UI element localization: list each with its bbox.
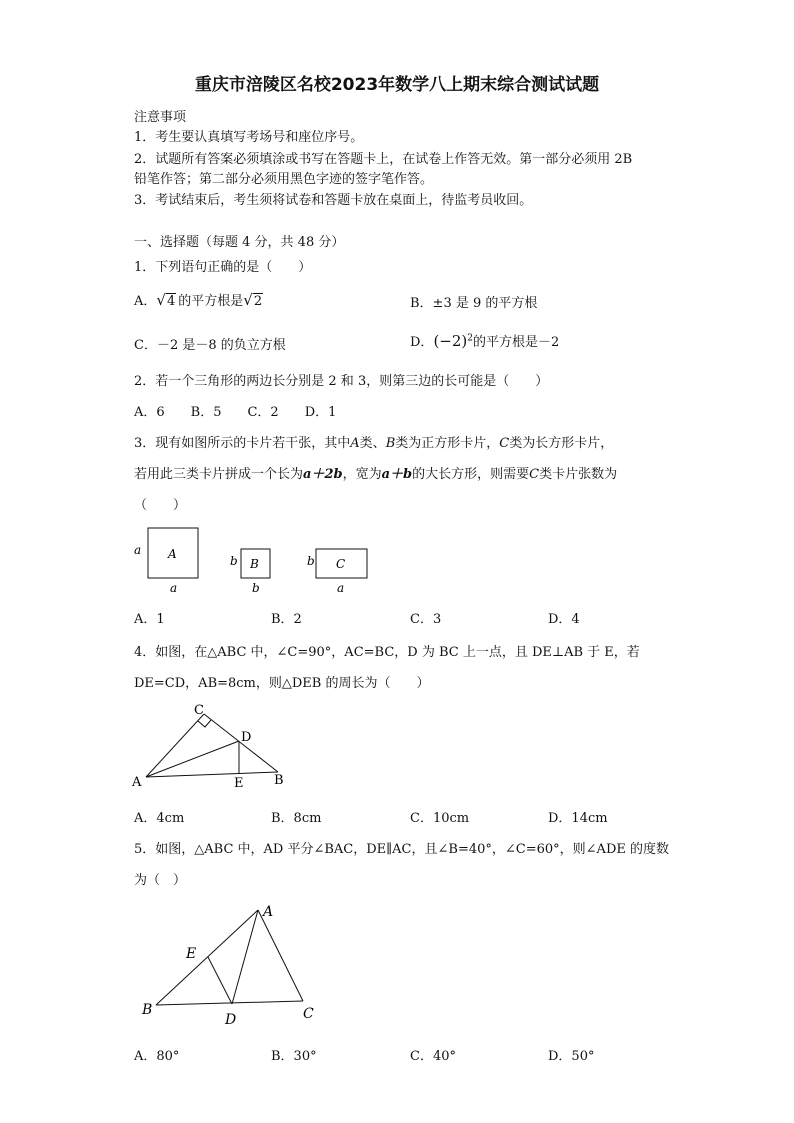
q4-line-1: 4．如图，在△ABC 中，∠C=90°，AC=BC，D 为 BC 上一点，且 DE⊥AB 于 E，若 [134,645,640,660]
segment-ba [156,910,258,1005]
q3-length: a＋2b [303,467,343,482]
q3-option-b: B．2 [271,612,302,627]
notice-item-1: 1．考生要认真填写考场号和座位序号。 [134,130,364,145]
label-d: D [241,730,252,745]
q3-var-c: C [529,467,540,482]
card-c-side-label: b [307,554,315,568]
q1-option-a [134,290,263,309]
q3-line-1 [134,432,613,451]
card-a-side-label: a [134,543,142,557]
card-b-label: B [250,557,259,571]
q5-option-a: A．80° [134,1049,180,1064]
q3-width: a＋b [381,467,413,482]
segment-ac [258,910,303,1001]
q1-d-suffix: 的平方根是－2 [473,335,560,350]
segment-ad [232,910,258,1004]
label-a: A [263,904,274,920]
q1-d-exponent: 2 [467,333,473,344]
q1-a-mid: 的平方根是 [178,294,244,309]
segment-ed [208,957,232,1004]
q3-text: 类为正方形卡片， [395,436,500,451]
q3-cards-figure [128,520,388,600]
q1-a-prefix: A． [134,294,157,309]
q3-var-b: B [385,436,396,451]
card-b-side-label: b [230,554,238,568]
q5-line-1: 5．如图，△ABC 中，AD 平分∠BAC，DE∥AC，且∠B=40°，∠C=60°，则∠ADE 的度数 [134,842,669,857]
segment-ac [146,714,204,777]
notice-item-2: 2．试题所有答案必须填涂或书写在答题卡上，在试卷上作答无效。第一部分必须用 2B [134,152,633,167]
q4-triangle-figure [128,700,298,795]
q3-text: 类卡片张数为 [539,467,618,482]
sqrt-icon: √ [243,291,253,309]
sqrt-icon: √ [156,291,166,309]
q2-options: A．6 B．5 C．2 D．1 [134,405,337,420]
q1-option-d [410,331,559,350]
section-heading: 一、选择题（每题 4 分，共 48 分） [134,235,345,250]
label-d: D [225,1012,237,1028]
q3-text: 类为长方形卡片， [509,436,614,451]
q3-option-c: C．3 [410,612,442,627]
card-c-label: C [336,557,346,571]
q1-a-radicand-2: 2 [253,294,263,309]
q3-text: 若用此三类卡片拼成一个长为 [134,467,304,482]
q4-option-c: C．10cm [410,811,470,826]
q3-var-c: C [499,436,510,451]
q3-text: 3．现有如图所示的卡片若干张，其中 [134,436,351,451]
q4-option-d: D．14cm [548,811,608,826]
q1-option-b: B．±3 是 9 的平方根 [410,296,538,311]
q3-line-2 [134,463,617,482]
q3-option-d: D．4 [548,612,580,627]
q3-var-a: A [350,436,360,451]
segment-ad [146,741,239,777]
q3-text: ，宽为 [342,467,382,482]
right-angle-mark [198,720,211,727]
card-a-bottom-label: a [170,581,178,595]
q4-line-2: DE=CD，AB=8cm，则△DEB 的周长为（ ） [134,676,430,691]
notice-heading: 注意事项 [134,110,187,125]
page-title: 重庆市涪陵区名校2023年数学八上期末综合测试试题 [194,75,600,95]
q1-d-prefix: D． [410,335,434,350]
q4-option-b: B．8cm [271,811,322,826]
q5-line-2: 为（ ） [134,873,187,888]
segment-bc [156,1001,303,1005]
label-e: E [234,776,244,791]
label-c: C [303,1006,314,1022]
label-b: B [274,773,284,788]
label-e: E [186,946,197,962]
q3-text: 的大长方形，则需要 [412,467,530,482]
q5-option-d: D．50° [548,1049,595,1064]
label-c: C [194,703,204,718]
label-a: A [132,775,142,790]
q2-stem: 2．若一个三角形的两边长分别是 2 和 3，则第三边的长可能是（ ） [134,374,549,389]
card-b-bottom-label: b [252,581,260,595]
label-b: B [142,1002,153,1018]
segment-ab [146,772,278,777]
q5-option-c: C．40° [410,1049,456,1064]
q1-d-base: (−2) [433,332,468,350]
notice-item-3: 3．考试结束后，考生须将试卷和答题卡放在桌面上，待监考员收回。 [134,193,533,208]
q1-a-radicand-1: 4 [166,294,176,309]
q1-option-c: C．－2 是－8 的负立方根 [134,338,286,353]
q5-triangle-figure [138,900,338,1030]
q3-line-3: （ ） [134,498,187,513]
q4-option-a: A．4cm [134,811,185,826]
q5-option-b: B．30° [271,1049,317,1064]
card-c-bottom-label: a [337,581,345,595]
card-a-label: A [168,547,177,561]
notice-item-2-cont: 铅笔作答；第二部分必须用黑色字迹的签字笔作答。 [134,172,434,187]
q3-text: 类、 [359,436,386,451]
q1-stem: 1．下列语句正确的是（ ） [134,260,312,275]
q3-option-a: A．1 [134,612,165,627]
